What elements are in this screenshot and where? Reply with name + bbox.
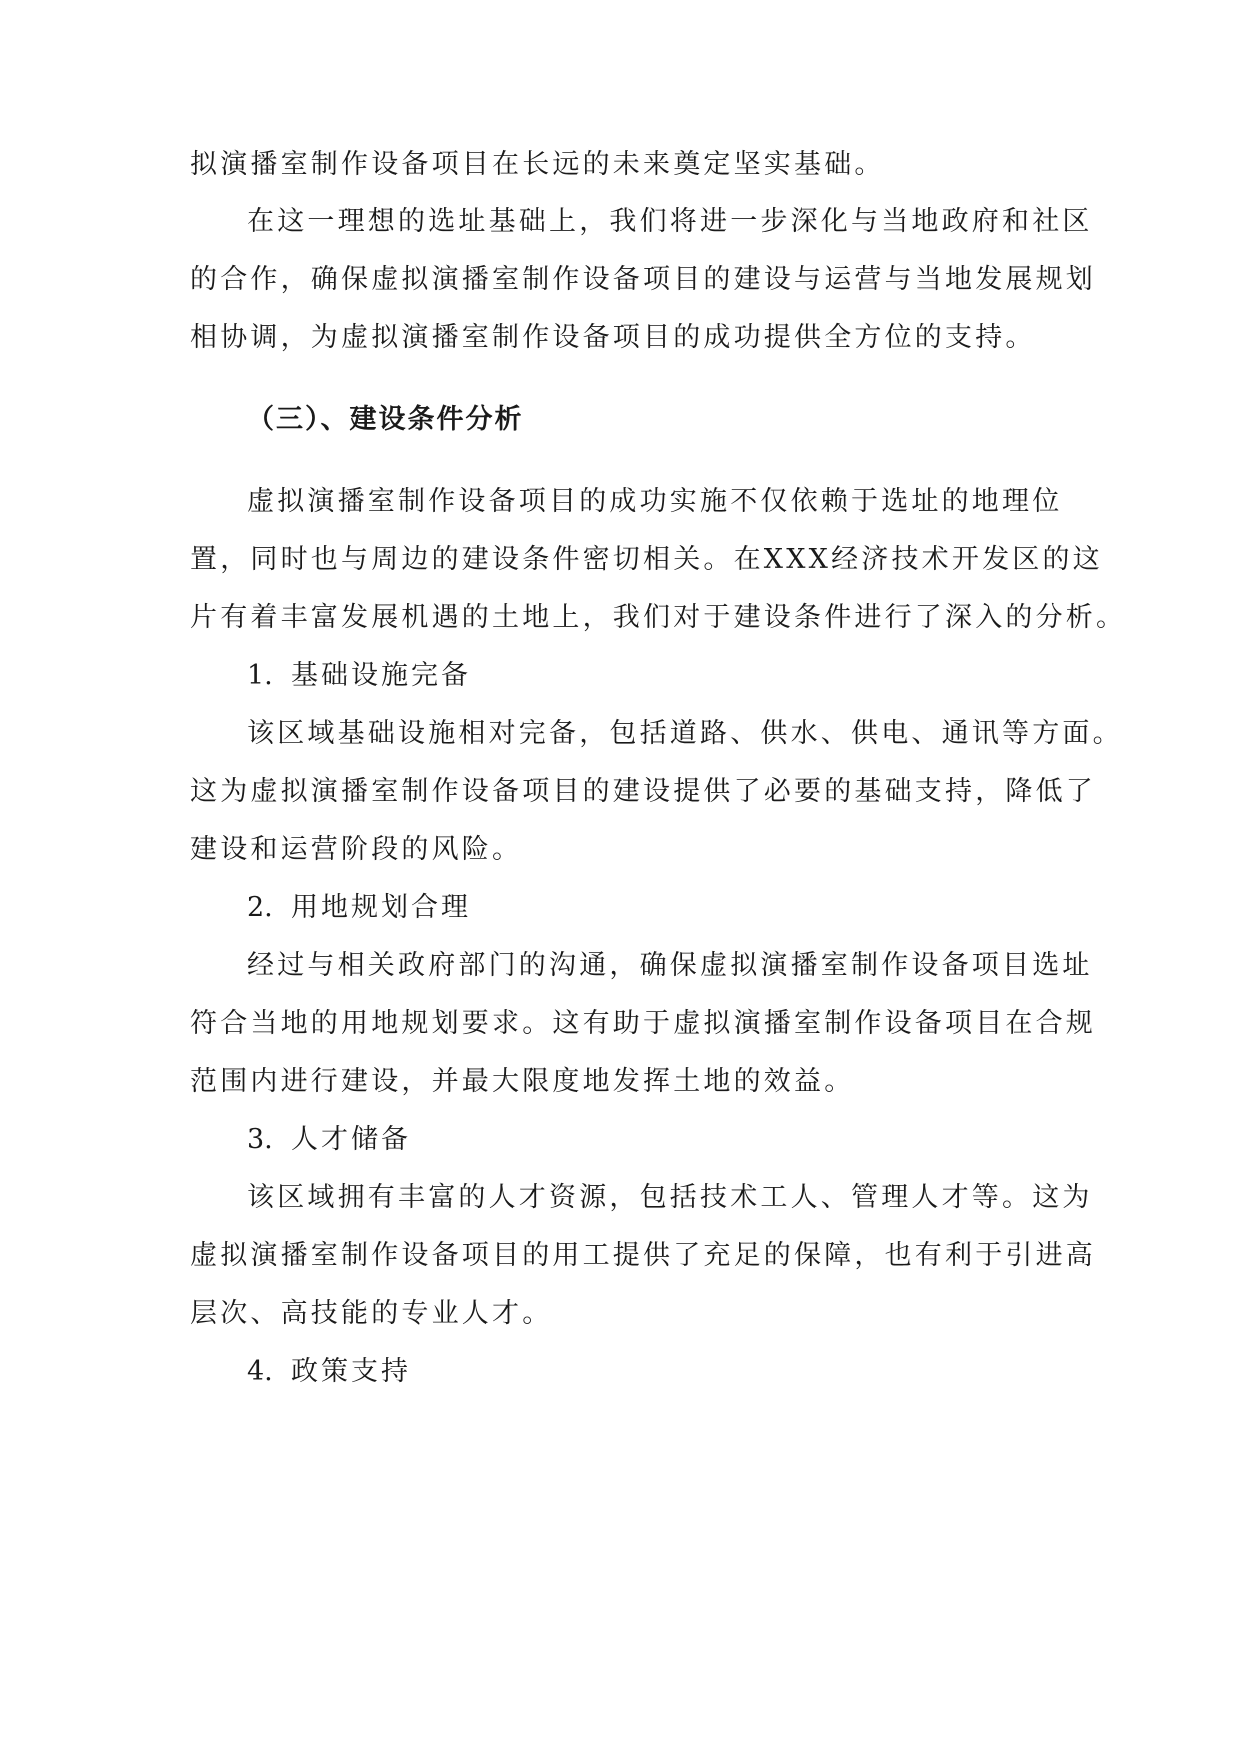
paragraph-line: 该区域基础设施相对完备，包括道路、供水、供电、通讯等方面。 [247, 718, 1123, 749]
paragraph-line: 的合作，确保虚拟演播室制作设备项目的建设与运营与当地发展规划 [190, 264, 1096, 295]
paragraph-line: 虚拟演播室制作设备项目的用工提供了充足的保障，也有利于引进高 [190, 1240, 1096, 1271]
list-item-title: 用地规划合理 [291, 892, 471, 923]
list-item-number: 1. [247, 660, 273, 691]
list-item-heading [247, 658, 471, 694]
paragraph-line: 经过与相关政府部门的沟通，确保虚拟演播室制作设备项目选址 [247, 950, 1093, 981]
paragraph-line: 片有着丰富发展机遇的土地上，我们对于建设条件进行了深入的分析。 [190, 602, 1127, 633]
list-item-title: 基础设施完备 [291, 660, 471, 691]
list-item-number: 2. [247, 892, 273, 923]
paragraph-line: 该区域拥有丰富的人才资源，包括技术工人、管理人才等。这为 [247, 1182, 1093, 1213]
list-item-number: 4. [247, 1356, 273, 1387]
paragraph-line: 这为虚拟演播室制作设备项目的建设提供了必要的基础支持，降低了 [190, 776, 1096, 807]
paragraph-line: 层次、高技能的专业人才。 [190, 1298, 553, 1329]
list-item-heading [247, 1354, 411, 1390]
paragraph-line: 在这一理想的选址基础上，我们将进一步深化与当地政府和社区 [247, 206, 1093, 237]
list-item-title: 人才储备 [291, 1124, 411, 1155]
paragraph-line: 虚拟演播室制作设备项目的成功实施不仅依赖于选址的地理位 [247, 486, 1063, 517]
paragraph-line: 建设和运营阶段的风险。 [190, 834, 523, 865]
list-item-title: 政策支持 [291, 1356, 411, 1387]
paragraph-line: 范围内进行建设，并最大限度地发挥土地的效益。 [190, 1066, 855, 1097]
paragraph-line: 符合当地的用地规划要求。这有助于虚拟演播室制作设备项目在合规 [190, 1008, 1096, 1039]
list-item-number: 3. [247, 1124, 273, 1155]
list-item-heading [247, 890, 471, 926]
section-heading: （三）、建设条件分析 [247, 404, 524, 435]
paragraph-line: 置，同时也与周边的建设条件密切相关。在XXX经济技术开发区的这 [190, 544, 1103, 575]
list-item-heading [247, 1122, 411, 1158]
paragraph-line: 拟演播室制作设备项目在长远的未来奠定坚实基础。 [190, 149, 885, 180]
paragraph-line: 相协调，为虚拟演播室制作设备项目的成功提供全方位的支持。 [190, 322, 1036, 353]
